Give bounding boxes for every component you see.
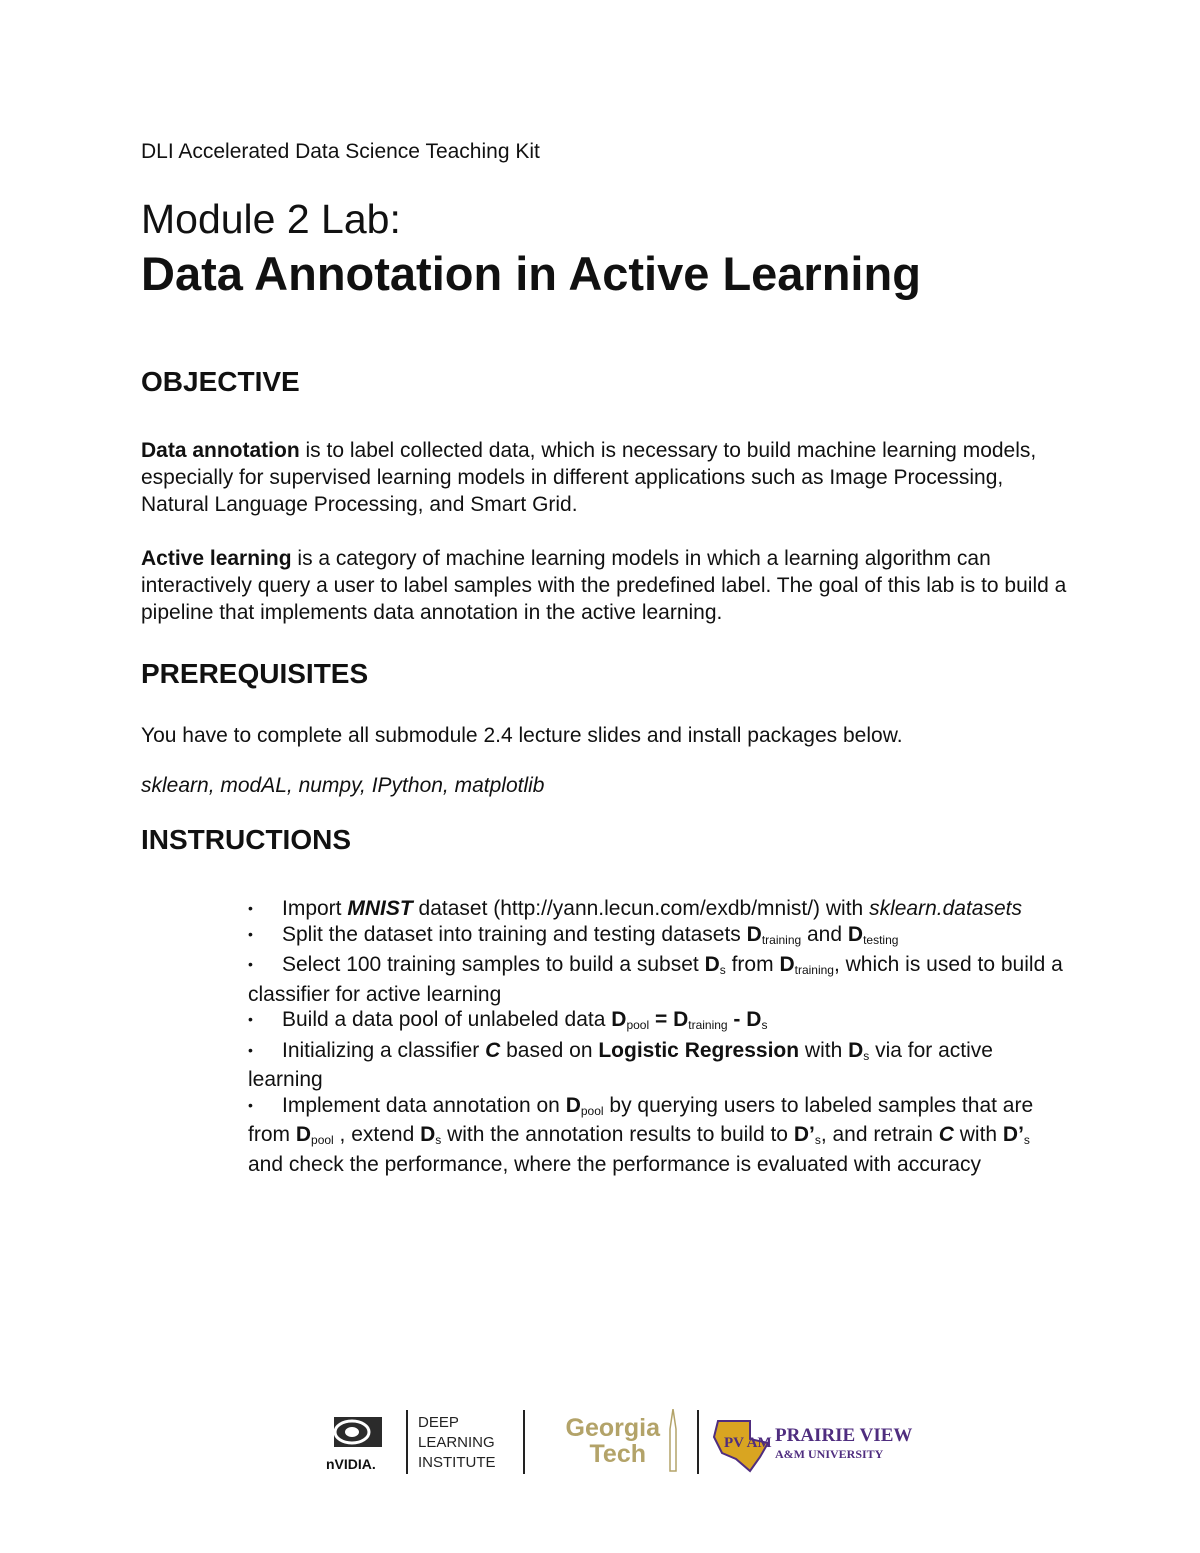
instructions-list <box>248 896 1068 1177</box>
document-title: Data Annotation in Active Learning <box>141 247 921 300</box>
teaching-kit-label: DLI Accelerated Data Science Teaching Kit <box>141 140 540 163</box>
active-term: Active learning <box>141 547 292 570</box>
georgia-tech-logo: Georgia Tech <box>565 1414 660 1468</box>
pvamu-seal-icon <box>710 1413 772 1475</box>
list-item: • Split the dataset into training and testing datasets $D_{training}$ and $D_{testing}$ <box>248 922 899 947</box>
bullet-icon: • <box>248 925 253 942</box>
bullet-icon: • <box>248 1011 253 1027</box>
annotation-paragraph <box>141 437 1071 518</box>
prairie-view-logo: PRAIRIE VIEW A&M UNIVERSITY <box>775 1425 913 1461</box>
packages-list: sklearn, modAL, numpy, IPython, matplotlib <box>141 774 545 797</box>
active-text: is a category of machine learning models in which a learning algorithm can interactively query a user to label samples with the predefined label. The goal of this lab is to build a pipeline that implements data annotation in the active learning. <box>141 547 1067 624</box>
list-item: • Select 100 training samples to build a subset $D_s$ from $D_{training}$, which is used to build a classifier for active learning <box>248 953 1063 1006</box>
dli-logo: DEEP LEARNING INSTITUTE <box>418 1414 496 1471</box>
annotation-term: Data annotation <box>141 439 300 462</box>
bullet-icon: • <box>248 1096 253 1113</box>
tech-tower-icon <box>666 1409 680 1475</box>
instructions-heading: INSTRUCTIONS <box>141 824 351 855</box>
active-learning-paragraph <box>141 545 1071 626</box>
nvidia-logo-icon <box>320 1411 396 1475</box>
prerequisites-text: You have to complete all submodule 2.4 lecture slides and install packages below. <box>141 724 903 747</box>
list-item: • Implement data annotation on $D_{pool}$ by querying users to labeled samples that are from $D_{pool}$ , extend $D_s$ with the annotation results to build to $D’_s$, and retrain C with $D’_s$ and check the performance, where the performance is evaluated with accuracy <box>248 1093 1034 1176</box>
bullet-icon: • <box>248 956 253 972</box>
list-item: • Build a data pool of unlabeled data $D_{pool} = D_{training} - D_s$ <box>248 1008 768 1032</box>
partner-logos <box>320 1405 920 1485</box>
annotation-text: is to label collected data, which is necessary to build machine learning models, especially for supervised learning models in different applications such as Image Processing, Natural Language Processing, and Smart Grid. <box>141 439 1037 516</box>
logo-divider <box>406 1410 408 1474</box>
module-label: Module 2 Lab: <box>141 196 401 242</box>
logo-divider <box>697 1410 699 1474</box>
bullet-icon: • <box>248 900 253 916</box>
svg-text:PV AM: PV AM <box>724 1435 772 1451</box>
bullet-icon: • <box>248 1041 253 1058</box>
list-item: • Import MNIST dataset (http://yann.lecun.com/exdb/mnist/) with sklearn.datasets <box>248 897 1022 920</box>
prerequisites-heading: PREREQUISITES <box>141 658 369 689</box>
objective-heading: OBJECTIVE <box>141 366 300 397</box>
svg-text:nVIDIA.: nVIDIA. <box>326 1456 376 1472</box>
list-item: • Initializing a classifier C based on Logistic Regression with $D_s$ via for active learning <box>248 1038 993 1091</box>
logo-divider <box>523 1410 525 1474</box>
